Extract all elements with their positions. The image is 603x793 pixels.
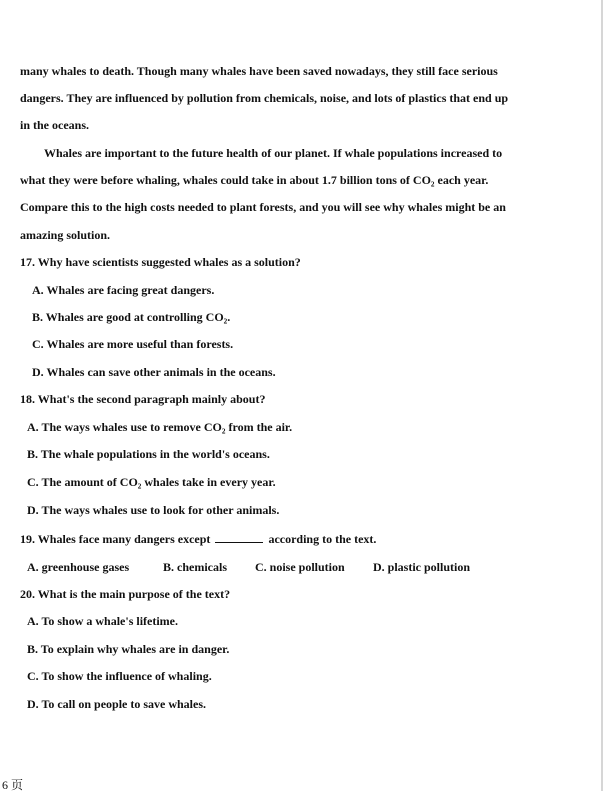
q19-options-row: [27, 560, 470, 575]
q19-option-a: A. greenhouse gases: [27, 560, 130, 574]
passage-p1-line-3: in the oceans.: [20, 118, 89, 132]
passage-p1-line-2: dangers. They are influenced by pollution from chemicals, noise, and lots of plastics that end up: [20, 91, 509, 105]
passage-p2-line-1: Whales are important to the future health of our planet. If whale populations increased to: [44, 146, 503, 160]
q17-stem: 17. Why have scientists suggested whales as a solution?: [20, 255, 301, 269]
q20-option-a: A. To show a whale's lifetime.: [27, 614, 179, 628]
page-number: 6 页: [2, 778, 24, 792]
q17-option-a: A. Whales are facing great dangers.: [32, 283, 215, 297]
q17-option-d: D. Whales can save other animals in the oceans.: [32, 365, 276, 379]
q19-option-d: D. plastic pollution: [373, 560, 471, 574]
q17-option-b: B. Whales are good at controlling CO₂.: [32, 310, 231, 324]
q17-option-c: C. Whales are more useful than forests.: [32, 337, 234, 351]
passage-p1-line-1: many whales to death. Though many whales have been saved nowadays, they still face serious: [20, 64, 498, 78]
q19-stem: [20, 532, 376, 547]
q19-stem-after: according to the text.: [268, 532, 377, 546]
q19-stem-before: 19. Whales face many dangers except: [20, 532, 211, 546]
q18-stem: 18. What's the second paragraph mainly about?: [20, 392, 266, 406]
q20-option-d: D. To call on people to save whales.: [27, 697, 207, 711]
q18-option-b: B. The whale populations in the world's oceans.: [27, 447, 270, 461]
passage-p2-line-4: amazing solution.: [20, 228, 111, 242]
q19-option-c: C. noise pollution: [255, 560, 345, 574]
q18-option-d: D. The ways whales use to look for other animals.: [27, 503, 280, 517]
q18-option-c: C. The amount of CO₂ whales take in every year.: [27, 475, 276, 489]
passage-p2-line-3: Compare this to the high costs needed to plant forests, and you will see why whales might be an: [20, 200, 506, 214]
q20-option-c: C. To show the influence of whaling.: [27, 669, 212, 683]
q20-option-b: B. To explain why whales are in danger.: [27, 642, 230, 656]
q18-option-a: A. The ways whales use to remove CO₂ from the air.: [27, 420, 293, 434]
q20-stem: 20. What is the main purpose of the text?: [20, 587, 231, 601]
q19-answer-blank: [215, 532, 263, 543]
q19-option-b: B. chemicals: [163, 560, 227, 574]
passage-p2-line-2: what they were before whaling, whales could take in about 1.7 billion tons of CO₂ each year.: [20, 173, 489, 187]
